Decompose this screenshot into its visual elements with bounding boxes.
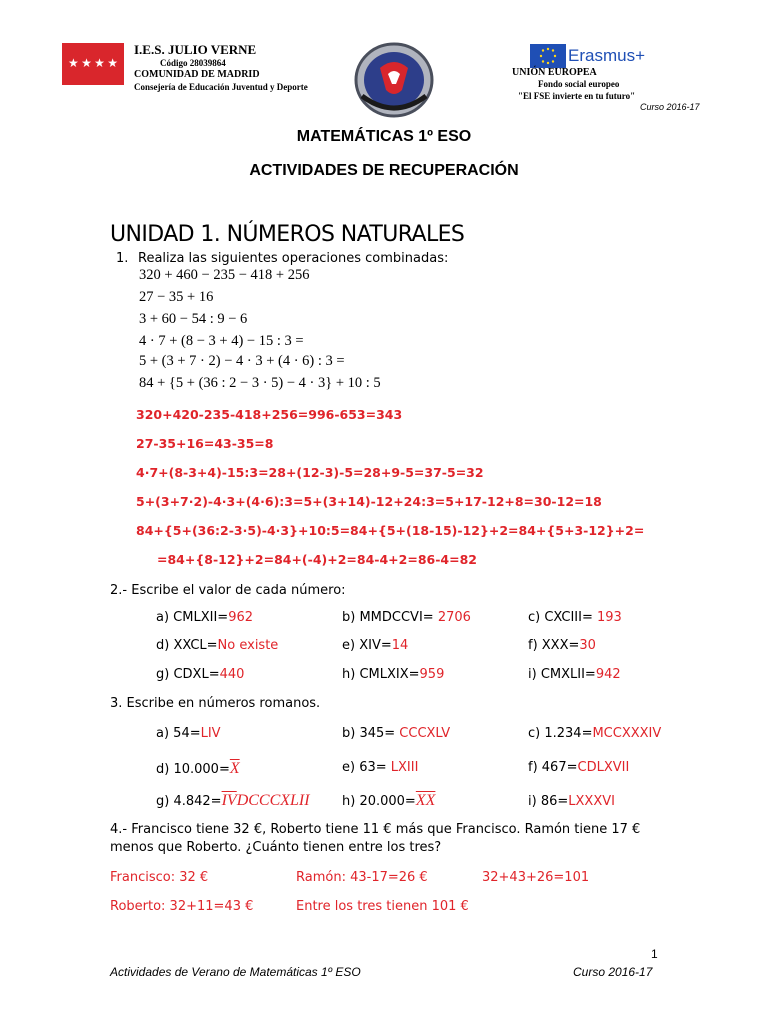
q2-item: f) XXX=30 (528, 638, 596, 653)
eu-label: UNIÓN EUROPEA (512, 67, 597, 78)
q1-answer: 84+{5+(36:2-3·5)-4·3}+10:5=84+{5+(18-15)-12}+2=84+{5+3-12}+2= (136, 523, 645, 538)
erasmus-logo-text: Erasmus+ (568, 46, 645, 65)
q3-item: i) 86=LXXXVI (528, 794, 615, 809)
q4-prompt-line2: menos que Roberto. ¿Cuánto tienen entre los tres? (110, 840, 442, 855)
q2-item: e) XIV=14 (342, 638, 409, 653)
q1-expression: 5 + (3 + 7 · 2) − 4 · 3 + (4 · 6) : 3 = (139, 353, 345, 369)
footer-right: Curso 2016-17 (573, 965, 653, 979)
q2-item: b) MMDCCVI= 2706 (342, 610, 471, 625)
footer-left: Actividades de Verano de Matemáticas 1º ESO (110, 965, 361, 979)
q1-answer: 27-35+16=43-35=8 (136, 436, 274, 451)
q1-expression: 4 · 7 + (8 − 3 + 4) − 15 : 3 = (139, 333, 304, 349)
q1-expression: 27 − 35 + 16 (139, 289, 214, 305)
q1-prompt: Realiza las siguientes operaciones combinadas: (138, 251, 449, 266)
q4-answer: Roberto: 32+11=43 € (110, 899, 254, 914)
q4-answer: Ramón: 43-17=26 € (296, 870, 428, 885)
page-subtitle: ACTIVIDADES DE RECUPERACIÓN (249, 162, 519, 179)
unit-title: UNIDAD 1. NÚMEROS NATURALES (110, 222, 465, 247)
madrid-flag-logo (62, 43, 124, 85)
q1-answer: 320+420-235-418+256=996-653=343 (136, 407, 403, 422)
q4-prompt-line1: 4.- Francisco tiene 32 €, Roberto tiene 11 € más que Francisco. Ramón tiene 17 € (110, 822, 641, 837)
q2-item: a) CMLXII=962 (156, 610, 254, 625)
q2-item: h) CMLXIX=959 (342, 667, 445, 682)
q3-item: c) 1.234=MCCXXXIV (528, 726, 662, 741)
department-name: Consejería de Educación Juventud y Deporte (134, 82, 308, 92)
header-course: Curso 2016-17 (640, 102, 700, 112)
q1-answer: =84+{8-12}+2=84+(-4)+2=84-4+2=86-4=82 (157, 552, 477, 567)
q1-answer: 4·7+(8-3+4)-15:3=28+(12-3)-5=28+9-5=37-5=32 (136, 465, 484, 480)
q3-item: g) $4.842=\overline{IV}DCCCXLII$ (156, 792, 310, 809)
q3-item: h) $20.000=\overline{XX}$ (342, 792, 436, 809)
q1-expression: 320 + 460 − 235 − 418 + 256 (139, 267, 310, 283)
q3-item: f) 467=CDLXVII (528, 760, 630, 775)
q2-prompt: 2.- Escribe el valor de cada número: (110, 583, 346, 598)
q4-answer: Francisco: 32 € (110, 870, 209, 885)
page-number: 1 (651, 947, 658, 961)
q2-item: i) CMXLII=942 (528, 667, 621, 682)
q1-answer: 5+(3+7·2)-4·3+(4·6):3=5+(3+14)-12+24:3=5+17-12+8=30-12=18 (136, 494, 602, 509)
q3-item: d) $10.000=\overline{X}$ (156, 760, 240, 777)
flag-stars: ★ ★ ★ ★ (68, 56, 118, 70)
fse-line-2: "El FSE invierte en tu futuro" (518, 91, 636, 101)
q4-answer: Entre los tres tienen 101 € (296, 899, 469, 914)
q2-item: d) XXCL=No existe (156, 638, 279, 653)
q1-number: 1. (116, 251, 129, 266)
q3-item: e) 63= LXIII (342, 760, 419, 775)
eu-flag-icon (530, 44, 566, 68)
q4-answer: 32+43+26=101 (482, 870, 590, 885)
q2-item: c) CXCIII= 193 (528, 610, 622, 625)
q1-expression: 84 + {5 + (36 : 2 − 3 · 5) − 4 · 3} + 10 : 5 (139, 375, 381, 391)
q1-expression: 3 + 60 − 54 : 9 − 6 (139, 311, 248, 327)
school-name: I.E.S. JULIO VERNE (134, 42, 257, 57)
fse-line-1: Fondo social europeo (538, 79, 620, 89)
q3-item: a) 54=LIV (156, 726, 221, 741)
community-name: COMUNIDAD DE MADRID (134, 69, 260, 80)
school-code: Código 28039864 (160, 58, 226, 68)
q3-item: b) 345= CCCXLV (342, 726, 451, 741)
q3-prompt: 3. Escribe en números romanos. (110, 696, 321, 711)
page-title: MATEMÁTICAS 1º ESO (296, 128, 472, 145)
school-emblem-logo (352, 38, 436, 120)
q2-item: g) CDXL=440 (156, 667, 245, 682)
